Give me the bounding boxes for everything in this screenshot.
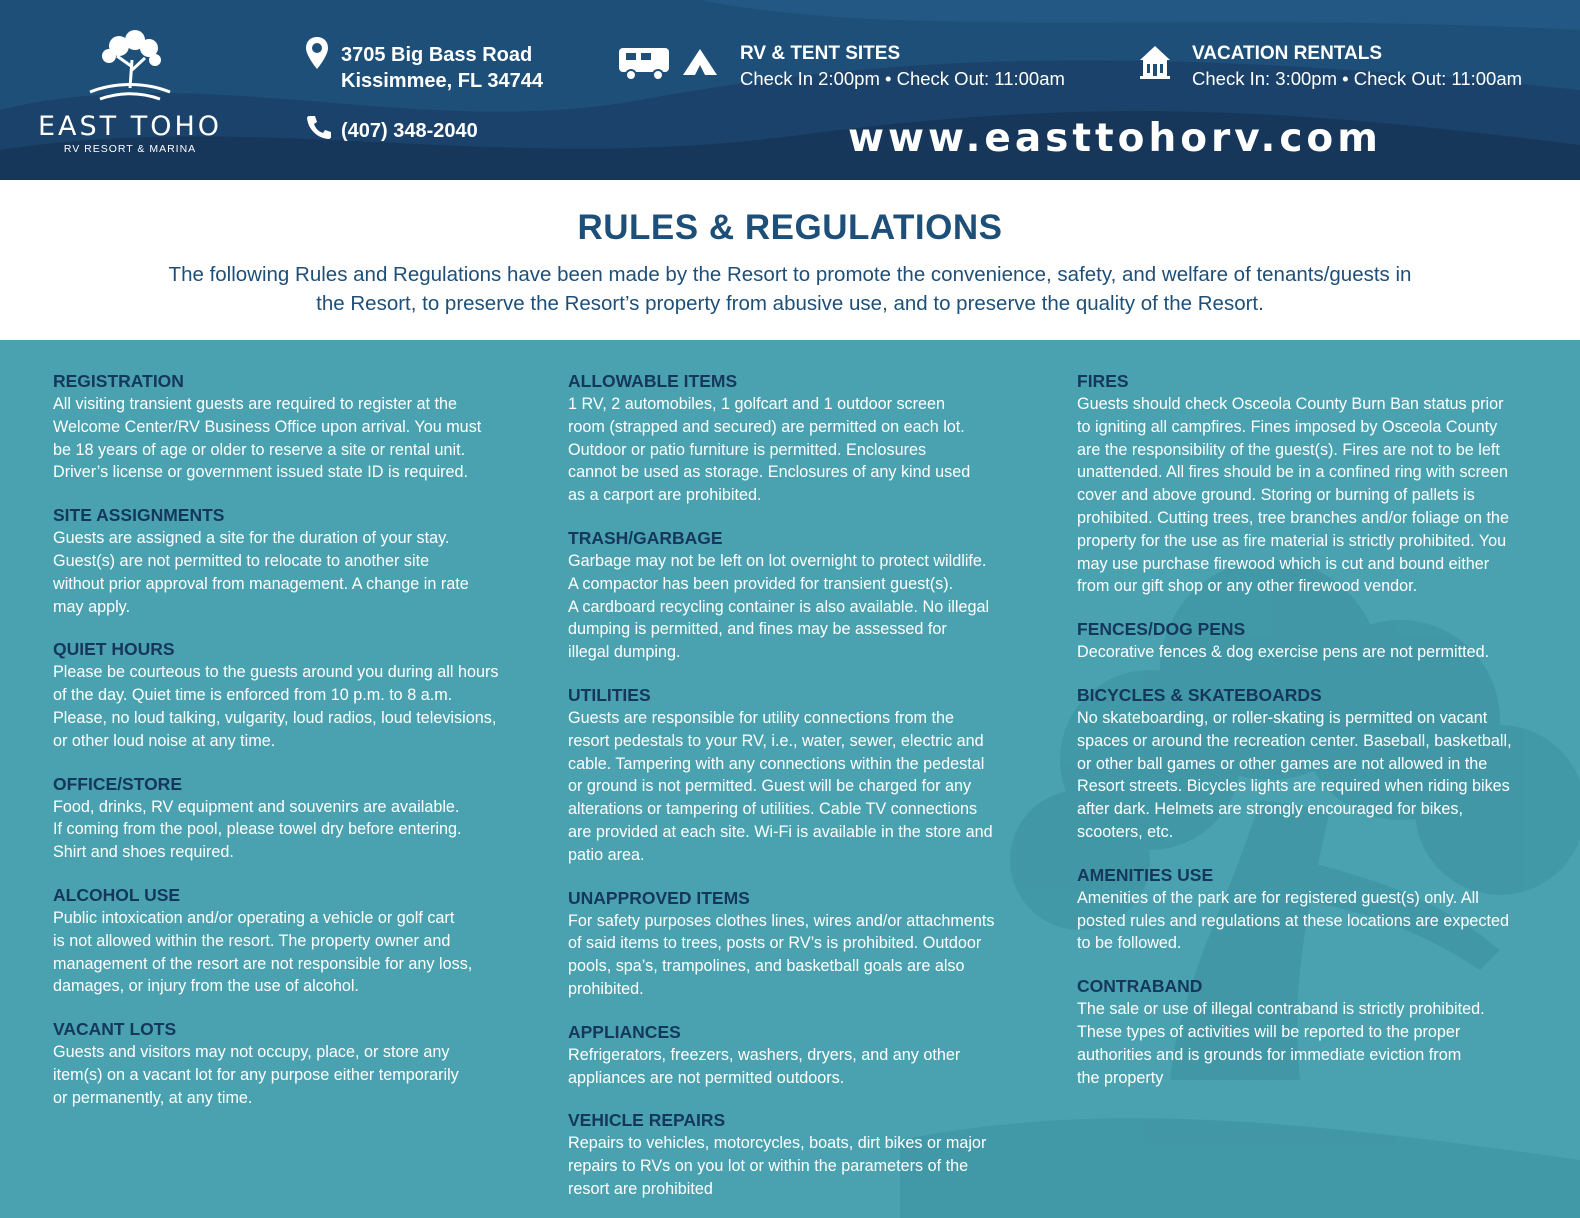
body-line: or permanently, at any time.: [53, 1088, 253, 1107]
section-title: VACANT LOTS: [53, 1019, 177, 1040]
body-line: resort are prohibited: [568, 1179, 713, 1198]
section-title: BICYCLES & SKATEBOARDS: [1077, 684, 1322, 705]
rule-section-fences-dog-pens: [1077, 618, 1547, 664]
body-line: For safety purposes clothes lines, wires and/or attachments: [568, 911, 995, 930]
body-line: cover and above ground. Storing or burning of pallets is: [1077, 486, 1475, 505]
body-line: Driver’s license or government issued state ID is required.: [53, 463, 469, 482]
logo-name: EAST TOHO: [37, 111, 223, 142]
section-body: [1077, 998, 1547, 1089]
section-body: [53, 796, 523, 864]
rule-section-appliances: [568, 1021, 1038, 1090]
body-line: be 18 years of age or older to reserve a site or rental unit.: [53, 440, 466, 459]
body-line: Guests are assigned a site for the duration of your stay.: [53, 529, 450, 548]
section-body: [568, 910, 1038, 1001]
body-line: 1 RV, 2 automobiles, 1 golfcart and 1 outdoor screen: [568, 395, 946, 413]
rule-section-site-assignments: [53, 504, 523, 618]
section-body: [1077, 887, 1547, 955]
address-line-1: 3705 Big Bass Road: [341, 44, 533, 66]
rule-section-bicycles-skateboards: [1077, 684, 1547, 844]
rv-icon: [619, 48, 669, 80]
section-title: ALCOHOL USE: [53, 884, 181, 905]
rule-section-contraband: [1077, 975, 1547, 1089]
section-title: FENCES/DOG PENS: [1077, 619, 1246, 640]
rule-section-vehicle-repairs: [568, 1109, 1038, 1200]
body-line: Decorative fences & dog exercise pens are not permitted.: [1077, 643, 1490, 662]
body-line: as a carport are prohibited.: [568, 486, 762, 505]
section-body: [53, 1041, 523, 1109]
body-line: are provided at each site. Wi-Fi is available in the store and: [568, 822, 993, 841]
rule-section-trash-garbage: [568, 527, 1038, 664]
body-line: Food, drinks, RV equipment and souvenirs are available.: [53, 797, 460, 816]
body-line: of said items to trees, posts or RV’s is prohibited. Outdoor: [568, 934, 982, 953]
section-body: [568, 707, 1038, 867]
body-line: authorities and is grounds for immediate eviction from: [1077, 1045, 1462, 1064]
body-line: spaces or around the recreation center. Baseball, basketball,: [1077, 731, 1512, 750]
section-title: VEHICLE REPAIRS: [568, 1110, 726, 1131]
rule-section-utilities: [568, 684, 1038, 867]
body-line: the property: [1077, 1068, 1164, 1087]
section-body: [53, 661, 523, 752]
section-title: REGISTRATION: [53, 371, 184, 391]
body-line: to be followed.: [1077, 934, 1182, 953]
body-line: unattended. All fires should be in a confined ring with screen: [1077, 463, 1509, 482]
website-link[interactable]: www.easttohorv.com: [848, 116, 1382, 161]
body-line: prohibited. Cutting trees, tree branches and/or foliage on the: [1077, 508, 1509, 527]
body-line: Repairs to vehicles, motorcycles, boats, dirt bikes or major: [568, 1134, 987, 1153]
rv-tent-icons: [618, 45, 722, 81]
body-line: property for the use as fire material is strictly prohibited. You: [1077, 531, 1507, 550]
intro-text: [150, 260, 1430, 318]
rule-section-quiet-hours: [53, 638, 523, 752]
body-line: repairs to RVs on you lot or within the parameters of the: [568, 1157, 969, 1176]
body-line: resort pedestals to your RV, i.e., water, sewer, electric and: [568, 731, 984, 750]
body-line: appliances are not permitted outdoors.: [568, 1068, 845, 1087]
section-title: QUIET HOURS: [53, 639, 175, 660]
body-line: A compactor has been provided for transient guest(s).: [568, 574, 954, 593]
body-line: Welcome Center/RV Business Office upon arrival. You must: [53, 417, 482, 436]
section-title: OFFICE/STORE: [53, 773, 182, 794]
rules-content: [0, 340, 1580, 1218]
rule-section-registration: [53, 370, 523, 484]
body-line: alterations or tampering of utilities. Cable TV connections: [568, 800, 978, 819]
body-line: cannot be used as storage. Enclosures of any kind used: [568, 463, 971, 482]
body-line: or other loud noise at any time.: [53, 731, 276, 750]
body-line: No skateboarding, or roller-skating is permitted on vacant: [1077, 708, 1488, 727]
body-line: Amenities of the park are for registered guest(s) only. All: [1077, 888, 1479, 907]
rule-section-amenities-use: [1077, 864, 1547, 955]
section-body: [1077, 641, 1547, 664]
section-body: [1077, 707, 1547, 844]
section-body: [53, 527, 523, 618]
body-line: patio area.: [568, 845, 645, 864]
body-line: Please, no loud talking, vulgarity, loud radios, loud televisions,: [53, 708, 497, 727]
rules-column-3: [1077, 370, 1547, 1109]
section-title: TRASH/GARBAGE: [568, 527, 723, 548]
address[interactable]: [341, 42, 543, 94]
section-body: [53, 393, 523, 484]
section-title: UTILITIES: [568, 684, 651, 705]
section-body: [1077, 393, 1547, 598]
section-title: APPLIANCES: [568, 1021, 681, 1042]
body-line: Guests and visitors may not occupy, place, or store any: [53, 1043, 450, 1062]
body-line: Outdoor or patio furniture is permitted. Enclosures: [568, 440, 927, 459]
section-title: CONTRABAND: [1077, 976, 1203, 997]
body-line: Public intoxication and/or operating a vehicle or golf cart: [53, 908, 455, 927]
section-title: UNAPPROVED ITEMS: [568, 887, 750, 908]
rule-section-allowable-items: [568, 370, 1038, 507]
body-line: is not allowed within the resort. The property owner and: [53, 931, 451, 950]
body-line: Shirt and shoes required.: [53, 843, 234, 862]
body-line: Guest(s) are not permitted to relocate to another site: [53, 551, 430, 570]
phone-icon: [306, 114, 332, 140]
body-line: or ground is not permitted. Guest will be charged for any: [568, 777, 972, 796]
rule-section-alcohol-use: [53, 884, 523, 998]
page-title: RULES & REGULATIONS: [577, 208, 1003, 247]
intro-section: [0, 180, 1580, 340]
rules-column-2: [568, 370, 1038, 1218]
body-line: cable. Tampering with any connections within the pedestal: [568, 754, 985, 773]
body-line: Please be courteous to the guests around you during all hours: [53, 663, 499, 682]
body-line: Guests are responsible for utility connections from the: [568, 708, 954, 727]
body-line: are the responsibility of the guest(s). Fires are not to be left: [1077, 440, 1500, 459]
body-line: room (strapped and secured) are permitted on each lot.: [568, 417, 965, 436]
section-title: ALLOWABLE ITEMS: [568, 371, 738, 391]
location-pin-icon: [305, 36, 329, 70]
rule-section-vacant-lots: [53, 1018, 523, 1109]
vacation-rentals-title: VACATION RENTALS: [1192, 43, 1382, 64]
body-line: If coming from the pool, please towel dry before entering.: [53, 820, 462, 839]
rv-sites-hours: Check In 2:00pm • Check Out: 11:00am: [740, 68, 1065, 89]
house-icon: [1138, 44, 1172, 80]
resort-logo[interactable]: [30, 30, 230, 155]
intro-line-2: the Resort, to preserve the Resort’s property from abusive use, and to preserve the quality of the Resort.: [316, 292, 1264, 315]
rv-tent-sites-info: [740, 42, 1065, 92]
rules-column-1: [53, 370, 523, 1130]
body-line: after dark. Helmets are strongly encouraged for bikes,: [1077, 800, 1463, 819]
rv-sites-title: RV & TENT SITES: [740, 43, 901, 64]
vacation-rentals-info: [1192, 42, 1522, 92]
body-line: illegal dumping.: [568, 643, 681, 662]
body-line: Refrigerators, freezers, washers, dryers, and any other: [568, 1045, 961, 1064]
phone-number[interactable]: (407) 348-2040: [341, 120, 478, 142]
body-line: from our gift shop or any other firewood vendor.: [1077, 577, 1418, 596]
body-line: may use purchase firewood which is cut and bound either: [1077, 554, 1490, 573]
section-title: FIRES: [1077, 371, 1129, 391]
section-body: [53, 907, 523, 998]
body-line: Guests should check Osceola County Burn Ban status prior: [1077, 395, 1504, 413]
section-body: [568, 1132, 1038, 1200]
section-title: AMENITIES USE: [1077, 864, 1214, 885]
body-line: may apply.: [53, 597, 131, 616]
body-line: of the day. Quiet time is enforced from 10 p.m. to 8 a.m.: [53, 686, 453, 705]
body-line: The sale or use of illegal contraband is strictly prohibited.: [1077, 1000, 1485, 1019]
header: [0, 0, 1580, 180]
body-line: A cardboard recycling container is also available. No illegal: [568, 597, 990, 616]
section-title: SITE ASSIGNMENTS: [53, 505, 225, 526]
body-line: damages, or injury from the use of alcohol.: [53, 977, 359, 996]
rule-section-fires: [1077, 370, 1547, 598]
rule-section-office-store: [53, 773, 523, 864]
body-line: without prior approval from management. A change in rate: [53, 574, 469, 593]
body-line: pools, spa’s, trampolines, and basketball goals are also prohibited.: [568, 957, 965, 998]
section-body: [568, 1044, 1038, 1090]
tree-logo-icon: [85, 30, 175, 102]
intro-line-1: The following Rules and Regulations have been made by the Resort to promote the convenience, safety, and welfare of tenants/guests in: [168, 263, 1412, 286]
body-line: Garbage may not be left on lot overnight to protect wildlife.: [568, 551, 987, 570]
body-line: All visiting transient guests are required to register at the: [53, 395, 457, 413]
section-body: [568, 393, 1038, 507]
body-line: item(s) on a vacant lot for any purpose either temporarily: [53, 1065, 459, 1084]
body-line: posted rules and regulations at these locations are expected: [1077, 911, 1509, 930]
body-line: to igniting all campfires. Fines imposed by Osceola County: [1077, 417, 1498, 436]
body-line: scooters, etc.: [1077, 822, 1174, 841]
body-line: dumping is permitted, and fines may be assessed for: [568, 620, 947, 639]
vacation-rentals-hours: Check In: 3:00pm • Check Out: 11:00am: [1192, 68, 1523, 89]
rule-section-unapproved-items: [568, 887, 1038, 1001]
body-line: management of the resort are not responsible for any loss,: [53, 954, 473, 973]
section-body: [568, 550, 1038, 664]
body-line: or other ball games or other games are not allowed in the: [1077, 754, 1488, 773]
logo-subtitle: RV RESORT & MARINA: [63, 143, 197, 155]
address-line-2: Kissimmee, FL 34744: [341, 70, 543, 92]
tent-icon: [683, 49, 717, 75]
body-line: Resort streets. Bicycles lights are required when riding bikes: [1077, 777, 1510, 796]
body-line: These types of activities will be reported to the proper: [1077, 1022, 1461, 1041]
